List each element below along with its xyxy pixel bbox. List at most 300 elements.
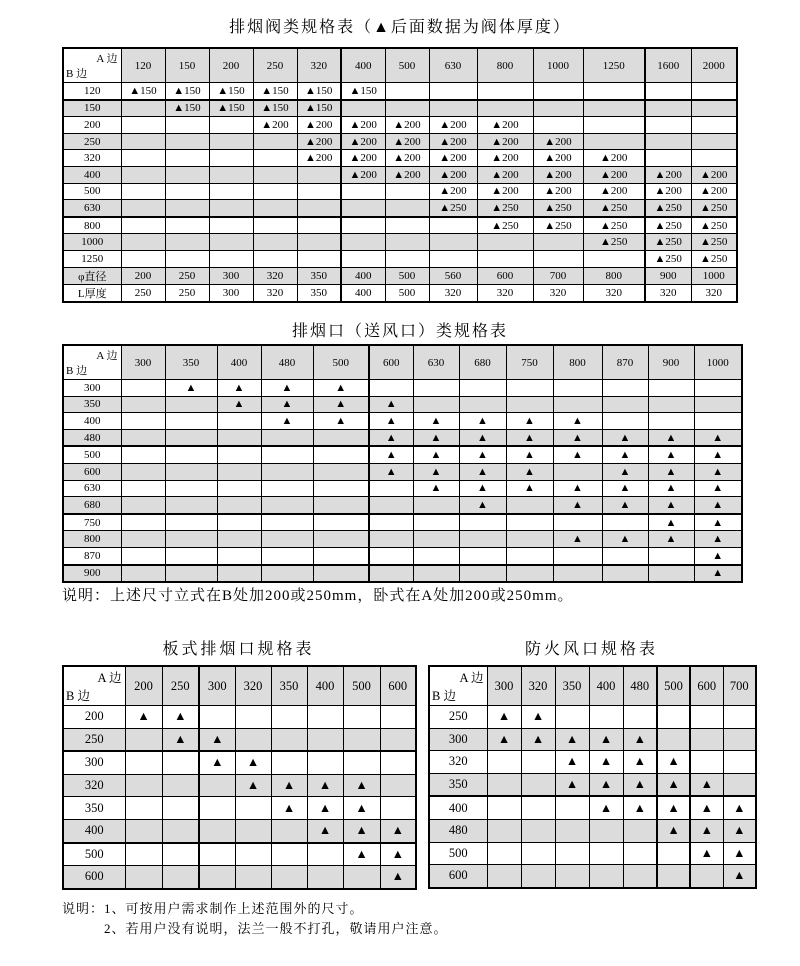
column-header: 750: [506, 345, 553, 380]
spec-cell: ▲: [555, 773, 589, 796]
spec-cell: ▲200: [341, 133, 385, 150]
empty-cell: [235, 706, 271, 729]
empty-cell: [690, 751, 723, 774]
header-row: [63, 48, 737, 83]
spec-cell: ▲: [521, 706, 555, 729]
empty-cell: [313, 480, 369, 497]
spec-cell: ▲: [162, 706, 199, 729]
corner-label-b-side: B 边: [66, 365, 88, 377]
table-row: [63, 429, 742, 446]
spec-cell: ▲: [199, 751, 235, 774]
empty-cell: [165, 514, 217, 531]
spec-cell: ▲200: [429, 183, 477, 200]
spec-cell: ▲: [589, 773, 623, 796]
row-header: 320: [63, 150, 121, 167]
empty-cell: [589, 819, 623, 842]
spec-cell: ▲: [313, 396, 369, 413]
spec-cell: ▲250: [691, 200, 737, 217]
empty-cell: [369, 565, 413, 583]
empty-cell: [648, 396, 694, 413]
empty-cell: [583, 100, 645, 117]
column-header: 2000: [691, 48, 737, 83]
table-title-smoke-outlet: 排烟口（送风口）类规格表: [291, 323, 508, 340]
empty-cell: [589, 842, 623, 865]
column-header: 320: [297, 48, 341, 83]
spec-cell: ▲: [380, 819, 416, 842]
empty-cell: [477, 234, 533, 251]
empty-cell: [487, 865, 521, 888]
empty-cell: [343, 728, 380, 751]
spec-cell: ▲200: [385, 150, 429, 167]
spec-cell: 250: [165, 284, 209, 302]
spec-cell: ▲: [235, 774, 271, 797]
spec-cell: ▲200: [533, 183, 583, 200]
empty-cell: [385, 100, 429, 117]
empty-cell: [297, 234, 341, 251]
plate-outlet-spec-table: [62, 665, 417, 890]
spec-cell: ▲: [343, 819, 380, 842]
empty-cell: [165, 133, 209, 150]
column-header: 800: [553, 345, 602, 380]
empty-cell: [217, 429, 261, 446]
spec-cell: 320: [429, 284, 477, 302]
empty-cell: [385, 217, 429, 234]
empty-cell: [261, 480, 313, 497]
empty-cell: [209, 183, 253, 200]
spec-cell: ▲: [343, 774, 380, 797]
spec-cell: ▲200: [429, 117, 477, 134]
column-header: 700: [723, 666, 756, 706]
empty-cell: [623, 865, 657, 888]
empty-cell: [691, 83, 737, 100]
spec-cell: ▲: [694, 565, 742, 583]
empty-cell: [690, 865, 723, 888]
spec-cell: ▲: [487, 706, 521, 729]
spec-cell: ▲: [648, 497, 694, 514]
empty-cell: [162, 774, 199, 797]
spec-cell: ▲: [380, 866, 416, 889]
empty-cell: [602, 514, 648, 531]
column-header: 200: [125, 666, 162, 706]
empty-cell: [602, 565, 648, 583]
spec-cell: ▲: [553, 497, 602, 514]
spec-cell: ▲200: [533, 166, 583, 183]
spec-cell: ▲: [555, 751, 589, 774]
empty-cell: [413, 531, 459, 548]
spec-cell: ▲: [690, 773, 723, 796]
empty-cell: [199, 706, 235, 729]
spec-cell: 320: [533, 284, 583, 302]
empty-cell: [341, 234, 385, 251]
empty-cell: [297, 250, 341, 267]
empty-cell: [121, 380, 165, 397]
spec-cell: 200: [121, 267, 165, 284]
empty-cell: [165, 396, 217, 413]
spec-cell: ▲: [694, 497, 742, 514]
corner-label-a-side: A 边: [96, 53, 118, 65]
empty-cell: [343, 751, 380, 774]
empty-cell: [165, 480, 217, 497]
empty-cell: [555, 796, 589, 819]
empty-cell: [162, 866, 199, 889]
empty-cell: [121, 133, 165, 150]
table-row: [63, 413, 742, 430]
empty-cell: [162, 843, 199, 866]
empty-cell: [623, 819, 657, 842]
row-header: 250: [63, 133, 121, 150]
empty-cell: [297, 217, 341, 234]
empty-cell: [533, 117, 583, 134]
spec-cell: ▲: [602, 429, 648, 446]
spec-cell: ▲: [413, 480, 459, 497]
table-row: [63, 396, 742, 413]
spec-cell: ▲250: [477, 200, 533, 217]
spec-cell: 320: [583, 284, 645, 302]
spec-cell: 400: [341, 284, 385, 302]
table-row: [63, 117, 737, 134]
spec-cell: ▲150: [253, 83, 297, 100]
row-header: 500: [429, 842, 487, 865]
spec-cell: ▲: [602, 480, 648, 497]
empty-cell: [253, 200, 297, 217]
empty-cell: [165, 429, 217, 446]
empty-cell: [413, 497, 459, 514]
row-header: 870: [63, 547, 121, 564]
spec-cell: ▲: [602, 531, 648, 548]
row-header: 400: [63, 413, 121, 430]
corner-label-b-side: B 边: [66, 689, 90, 703]
empty-cell: [645, 83, 691, 100]
spec-cell: ▲: [459, 413, 506, 430]
spec-cell: ▲: [623, 773, 657, 796]
empty-cell: [555, 865, 589, 888]
empty-cell: [657, 706, 690, 729]
column-header: 870: [602, 345, 648, 380]
empty-cell: [165, 463, 217, 480]
empty-cell: [602, 547, 648, 564]
spec-cell: ▲: [648, 531, 694, 548]
empty-cell: [253, 250, 297, 267]
empty-cell: [165, 531, 217, 548]
spec-cell: ▲: [343, 843, 380, 866]
column-header: 500: [385, 48, 429, 83]
spec-cell: ▲: [521, 728, 555, 751]
spec-cell: 320: [691, 284, 737, 302]
header-row: [63, 666, 416, 706]
spec-cell: ▲250: [583, 217, 645, 234]
column-header: 200: [209, 48, 253, 83]
column-header: 500: [343, 666, 380, 706]
spec-cell: ▲200: [429, 166, 477, 183]
column-header: 320: [235, 666, 271, 706]
empty-cell: [589, 865, 623, 888]
empty-cell: [307, 751, 343, 774]
spec-cell: 500: [385, 267, 429, 284]
spec-cell: ▲: [589, 796, 623, 819]
empty-cell: [385, 200, 429, 217]
empty-cell: [165, 117, 209, 134]
spec-cell: ▲200: [385, 133, 429, 150]
spec-cell: ▲150: [297, 100, 341, 117]
spec-cell: ▲: [261, 380, 313, 397]
empty-cell: [343, 706, 380, 729]
spec-cell: ▲: [694, 463, 742, 480]
empty-cell: [121, 497, 165, 514]
smoke-outlet-spec-table: [62, 344, 743, 583]
empty-cell: [657, 865, 690, 888]
empty-cell: [271, 706, 307, 729]
empty-cell: [691, 117, 737, 134]
row-header: 120: [63, 83, 121, 100]
column-header: 480: [623, 666, 657, 706]
empty-cell: [602, 396, 648, 413]
empty-cell: [429, 217, 477, 234]
empty-cell: [555, 819, 589, 842]
spec-cell: ▲: [623, 796, 657, 819]
spec-cell: ▲: [313, 380, 369, 397]
column-header: 1000: [533, 48, 583, 83]
empty-cell: [217, 463, 261, 480]
row-header: 400: [63, 819, 125, 842]
empty-cell: [217, 497, 261, 514]
spec-cell: 350: [297, 267, 341, 284]
empty-cell: [253, 166, 297, 183]
row-header: 500: [63, 843, 125, 866]
header-row: [429, 666, 756, 706]
empty-cell: [271, 843, 307, 866]
column-header: 1000: [694, 345, 742, 380]
empty-cell: [648, 413, 694, 430]
empty-cell: [313, 531, 369, 548]
empty-cell: [477, 83, 533, 100]
empty-cell: [313, 446, 369, 463]
spec-cell: ▲: [506, 413, 553, 430]
table-row: [63, 267, 737, 284]
column-header: 250: [162, 666, 199, 706]
empty-cell: [413, 396, 459, 413]
empty-cell: [261, 565, 313, 583]
empty-cell: [487, 796, 521, 819]
empty-cell: [297, 183, 341, 200]
spec-cell: ▲200: [533, 133, 583, 150]
column-header: 500: [313, 345, 369, 380]
empty-cell: [429, 234, 477, 251]
empty-cell: [313, 565, 369, 583]
spec-cell: ▲: [413, 429, 459, 446]
table-row: [63, 797, 416, 820]
table-row: [63, 234, 737, 251]
spec-cell: ▲200: [297, 117, 341, 134]
empty-cell: [121, 531, 165, 548]
empty-cell: [235, 819, 271, 842]
spec-cell: ▲200: [583, 183, 645, 200]
table-row: [429, 842, 756, 865]
spec-cell: ▲150: [165, 100, 209, 117]
fire-damper-spec-table: [428, 665, 757, 889]
column-header: 320: [521, 666, 555, 706]
table-row: [63, 480, 742, 497]
empty-cell: [165, 183, 209, 200]
empty-cell: [694, 413, 742, 430]
empty-cell: [235, 797, 271, 820]
spec-cell: 300: [209, 284, 253, 302]
spec-cell: ▲: [648, 514, 694, 531]
table-row: [63, 217, 737, 234]
spec-cell: ▲: [690, 842, 723, 865]
spec-cell: 350: [297, 284, 341, 302]
spec-cell: ▲: [602, 446, 648, 463]
empty-cell: [645, 133, 691, 150]
row-header: 200: [63, 706, 125, 729]
table-row: [63, 514, 742, 531]
empty-cell: [125, 751, 162, 774]
empty-cell: [380, 797, 416, 820]
empty-cell: [385, 183, 429, 200]
corner-cell-a-b: [63, 666, 125, 706]
empty-cell: [313, 547, 369, 564]
empty-cell: [121, 150, 165, 167]
empty-cell: [385, 250, 429, 267]
empty-cell: [533, 234, 583, 251]
spec-cell: ▲: [589, 728, 623, 751]
spec-cell: ▲: [506, 446, 553, 463]
empty-cell: [521, 819, 555, 842]
spec-cell: ▲250: [533, 217, 583, 234]
row-header: 300: [429, 728, 487, 751]
empty-cell: [209, 166, 253, 183]
spec-cell: ▲200: [429, 133, 477, 150]
empty-cell: [199, 774, 235, 797]
column-header: 300: [487, 666, 521, 706]
empty-cell: [369, 380, 413, 397]
empty-cell: [125, 774, 162, 797]
table-row: [63, 380, 742, 397]
column-header: 600: [380, 666, 416, 706]
spec-cell: ▲: [694, 446, 742, 463]
empty-cell: [125, 843, 162, 866]
empty-cell: [521, 773, 555, 796]
row-header: 350: [63, 396, 121, 413]
row-header: 300: [63, 380, 121, 397]
empty-cell: [121, 565, 165, 583]
spec-cell: ▲: [459, 480, 506, 497]
empty-cell: [487, 751, 521, 774]
spec-cell: 250: [165, 267, 209, 284]
empty-cell: [199, 797, 235, 820]
spec-cell: ▲: [553, 429, 602, 446]
spec-cell: 400: [341, 267, 385, 284]
spec-cell: ▲: [648, 480, 694, 497]
empty-cell: [165, 150, 209, 167]
empty-cell: [261, 514, 313, 531]
spec-cell: ▲: [553, 413, 602, 430]
spec-cell: ▲: [162, 728, 199, 751]
table-row: [63, 284, 737, 302]
spec-cell: ▲: [487, 728, 521, 751]
column-header: 400: [589, 666, 623, 706]
spec-cell: ▲: [657, 773, 690, 796]
column-header: 900: [648, 345, 694, 380]
spec-cell: ▲200: [583, 166, 645, 183]
spec-cell: ▲: [369, 429, 413, 446]
row-header: 400: [429, 796, 487, 819]
empty-cell: [271, 866, 307, 889]
column-header: 300: [199, 666, 235, 706]
spec-cell: ▲200: [341, 150, 385, 167]
spec-cell: ▲250: [477, 217, 533, 234]
table-row: [63, 446, 742, 463]
table-row: [63, 819, 416, 842]
empty-cell: [657, 728, 690, 751]
spec-cell: ▲: [657, 796, 690, 819]
spec-cell: ▲: [369, 446, 413, 463]
empty-cell: [217, 413, 261, 430]
table-row: [63, 706, 416, 729]
table-row: [63, 83, 737, 100]
spec-cell: ▲200: [429, 150, 477, 167]
spec-cell: ▲200: [583, 150, 645, 167]
column-header: 600: [369, 345, 413, 380]
table-row: [63, 463, 742, 480]
table-row: [429, 819, 756, 842]
empty-cell: [589, 706, 623, 729]
empty-cell: [506, 380, 553, 397]
spec-cell: 320: [645, 284, 691, 302]
empty-cell: [723, 728, 756, 751]
row-header: 320: [63, 774, 125, 797]
empty-cell: [413, 547, 459, 564]
empty-cell: [506, 514, 553, 531]
spec-cell: ▲: [648, 446, 694, 463]
empty-cell: [261, 463, 313, 480]
spec-cell: ▲150: [209, 100, 253, 117]
empty-cell: [459, 565, 506, 583]
spec-cell: ▲250: [645, 200, 691, 217]
column-header: 400: [217, 345, 261, 380]
empty-cell: [121, 446, 165, 463]
table-row: [63, 531, 742, 548]
empty-cell: [385, 83, 429, 100]
spec-cell: ▲: [369, 396, 413, 413]
empty-cell: [645, 117, 691, 134]
spec-cell: ▲: [506, 429, 553, 446]
spec-cell: ▲: [413, 463, 459, 480]
empty-cell: [583, 117, 645, 134]
row-header: 600: [429, 865, 487, 888]
spec-cell: ▲: [271, 774, 307, 797]
empty-cell: [369, 514, 413, 531]
empty-cell: [380, 751, 416, 774]
empty-cell: [369, 547, 413, 564]
spec-cell: ▲: [459, 463, 506, 480]
spec-cell: ▲: [694, 547, 742, 564]
empty-cell: [261, 446, 313, 463]
row-header: 150: [63, 100, 121, 117]
spec-cell: ▲: [369, 413, 413, 430]
spec-cell: ▲: [623, 728, 657, 751]
column-header: 400: [307, 666, 343, 706]
row-header: 350: [429, 773, 487, 796]
empty-cell: [553, 547, 602, 564]
bottom-notes: [62, 899, 448, 939]
empty-cell: [602, 380, 648, 397]
spec-cell: ▲: [217, 396, 261, 413]
empty-cell: [121, 200, 165, 217]
empty-cell: [307, 866, 343, 889]
row-header: 600: [63, 866, 125, 889]
spec-cell: ▲150: [121, 83, 165, 100]
column-header: 300: [121, 345, 165, 380]
